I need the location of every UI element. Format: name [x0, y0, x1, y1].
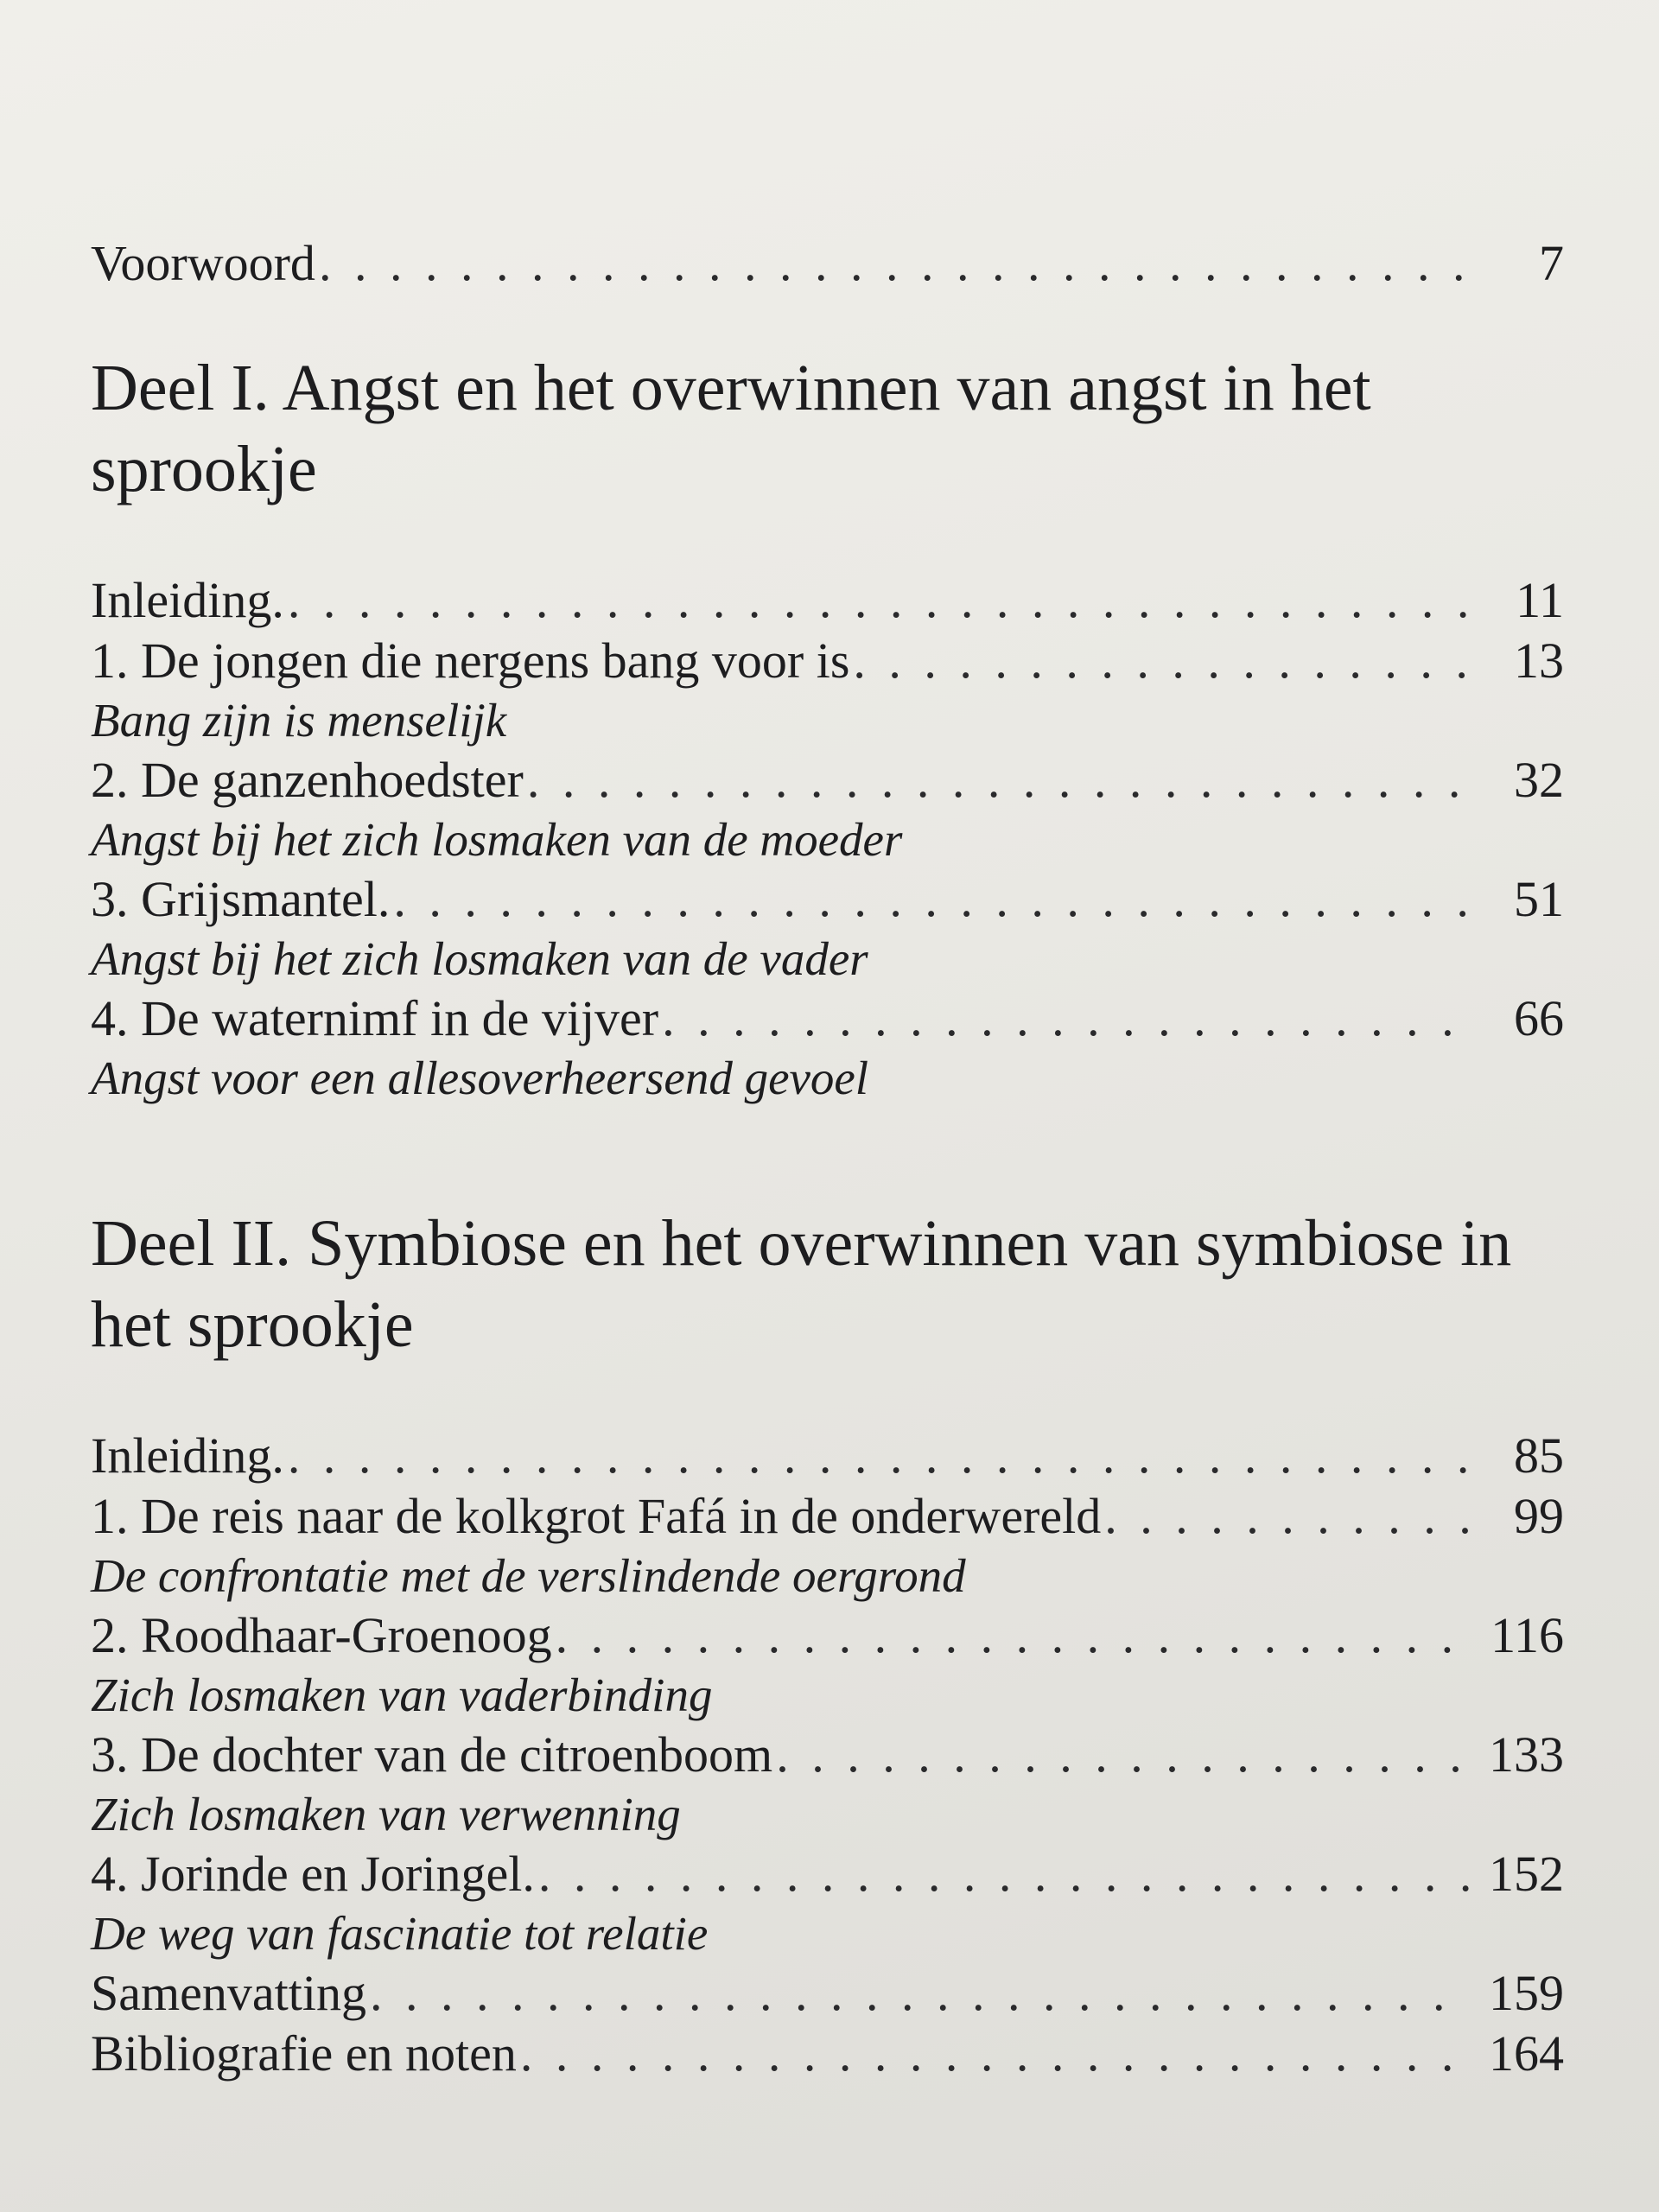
dot-leader [1104, 1486, 1471, 1547]
dot-leader [520, 2024, 1471, 2084]
toc-entry-title: 3. Grijsmantel. [91, 871, 391, 927]
toc-entry-page: 66 [1514, 990, 1564, 1046]
toc-entry [91, 1605, 1564, 1666]
toc-entry-title: 1. De reis naar de kolkgrot Fafá in de onderwereld [91, 1488, 1102, 1544]
dot-leader [776, 1725, 1471, 1785]
toc-entry-subtitle: De confrontatie met de verslindende oergrond [91, 1549, 966, 1602]
dot-leader [288, 1426, 1471, 1486]
toc-entry-subtitle: Zich losmaken van verwenning [91, 1788, 681, 1840]
toc-entry [91, 1725, 1564, 1785]
toc-entry-page: 11 [1516, 572, 1564, 628]
toc-entry-page: 13 [1514, 632, 1564, 689]
toc-entry [91, 570, 1564, 631]
toc-entry [91, 869, 1564, 930]
toc-entry-subtitle: Angst voor een allesoverheersend gevoel [91, 1052, 869, 1104]
toc-entry-title: Inleiding. [91, 572, 284, 628]
toc-entry-title: 4. Jorinde en Joringel. [91, 1846, 535, 1902]
toc-entry-subtitle: De weg van fascinatie tot relatie [91, 1907, 709, 1960]
toc-entry-subtitle: Zich losmaken van vaderbinding [91, 1669, 713, 1721]
toc-entry-page: 99 [1514, 1488, 1564, 1544]
toc-entry-page: 159 [1489, 1965, 1564, 2021]
toc-entry [91, 1426, 1564, 1486]
toc-entry-subtitle: Angst bij het zich losmaken van de vader [91, 932, 868, 985]
toc-entry-page: 164 [1489, 2025, 1564, 2082]
toc-entry-page: 116 [1491, 1607, 1564, 1663]
toc-entry-page: 7 [1539, 235, 1564, 291]
toc-entry-title: Inleiding. [91, 1427, 284, 1484]
toc-entry-title: 2. Roodhaar-Groenoog [91, 1607, 552, 1663]
toc-entry [91, 1486, 1564, 1547]
dot-leader [556, 1605, 1471, 1666]
part-heading-deel-2: Deel II. Symbiose en het overwinnen van symbiose in het sprookje [91, 1207, 1512, 1361]
dot-leader [370, 1963, 1471, 2024]
toc-entry-page: 152 [1489, 1846, 1564, 1902]
toc-entry [91, 750, 1564, 810]
dot-leader [393, 869, 1471, 930]
toc-entry-page: 85 [1514, 1427, 1564, 1484]
toc-entry-subtitle: Bang zijn is menselijk [91, 694, 507, 747]
toc-entry [91, 1844, 1564, 1904]
part-2-entries [91, 1426, 1564, 2084]
dot-leader [288, 570, 1471, 631]
toc-entry-title: Samenvatting [91, 1965, 366, 2021]
dot-leader [527, 750, 1471, 810]
part-heading-deel-1: Deel I. Angst en het overwinnen van angst in het sprookje [91, 352, 1371, 505]
dot-leader [853, 631, 1471, 691]
toc-entry-page: 133 [1489, 1726, 1564, 1783]
toc-entry-subtitle: Angst bij het zich losmaken van de moeder [91, 813, 903, 866]
toc-entry [91, 988, 1564, 1049]
toc-entry-title: Bibliografie en noten [91, 2025, 517, 2082]
toc-entry-page: 51 [1514, 871, 1564, 927]
toc-entry-title: Voorwoord [91, 235, 315, 291]
dot-leader [662, 988, 1471, 1049]
toc-entry-page: 32 [1514, 752, 1564, 808]
toc-entry-title: 1. De jongen die nergens bang voor is [91, 632, 850, 689]
part-1-entries [91, 570, 1564, 1108]
toc-entry-title: 4. De waternimf in de vijver [91, 990, 659, 1046]
toc-entry [91, 2024, 1564, 2084]
toc-entry-title: 3. De dochter van de citroenboom [91, 1726, 773, 1783]
dot-leader [319, 233, 1471, 294]
toc-entry [91, 1963, 1564, 2024]
toc-entry-voorwoord [91, 233, 1564, 294]
dot-leader [538, 1844, 1471, 1904]
toc-entry-title: 2. De ganzenhoedster [91, 752, 524, 808]
toc-entry [91, 631, 1564, 691]
